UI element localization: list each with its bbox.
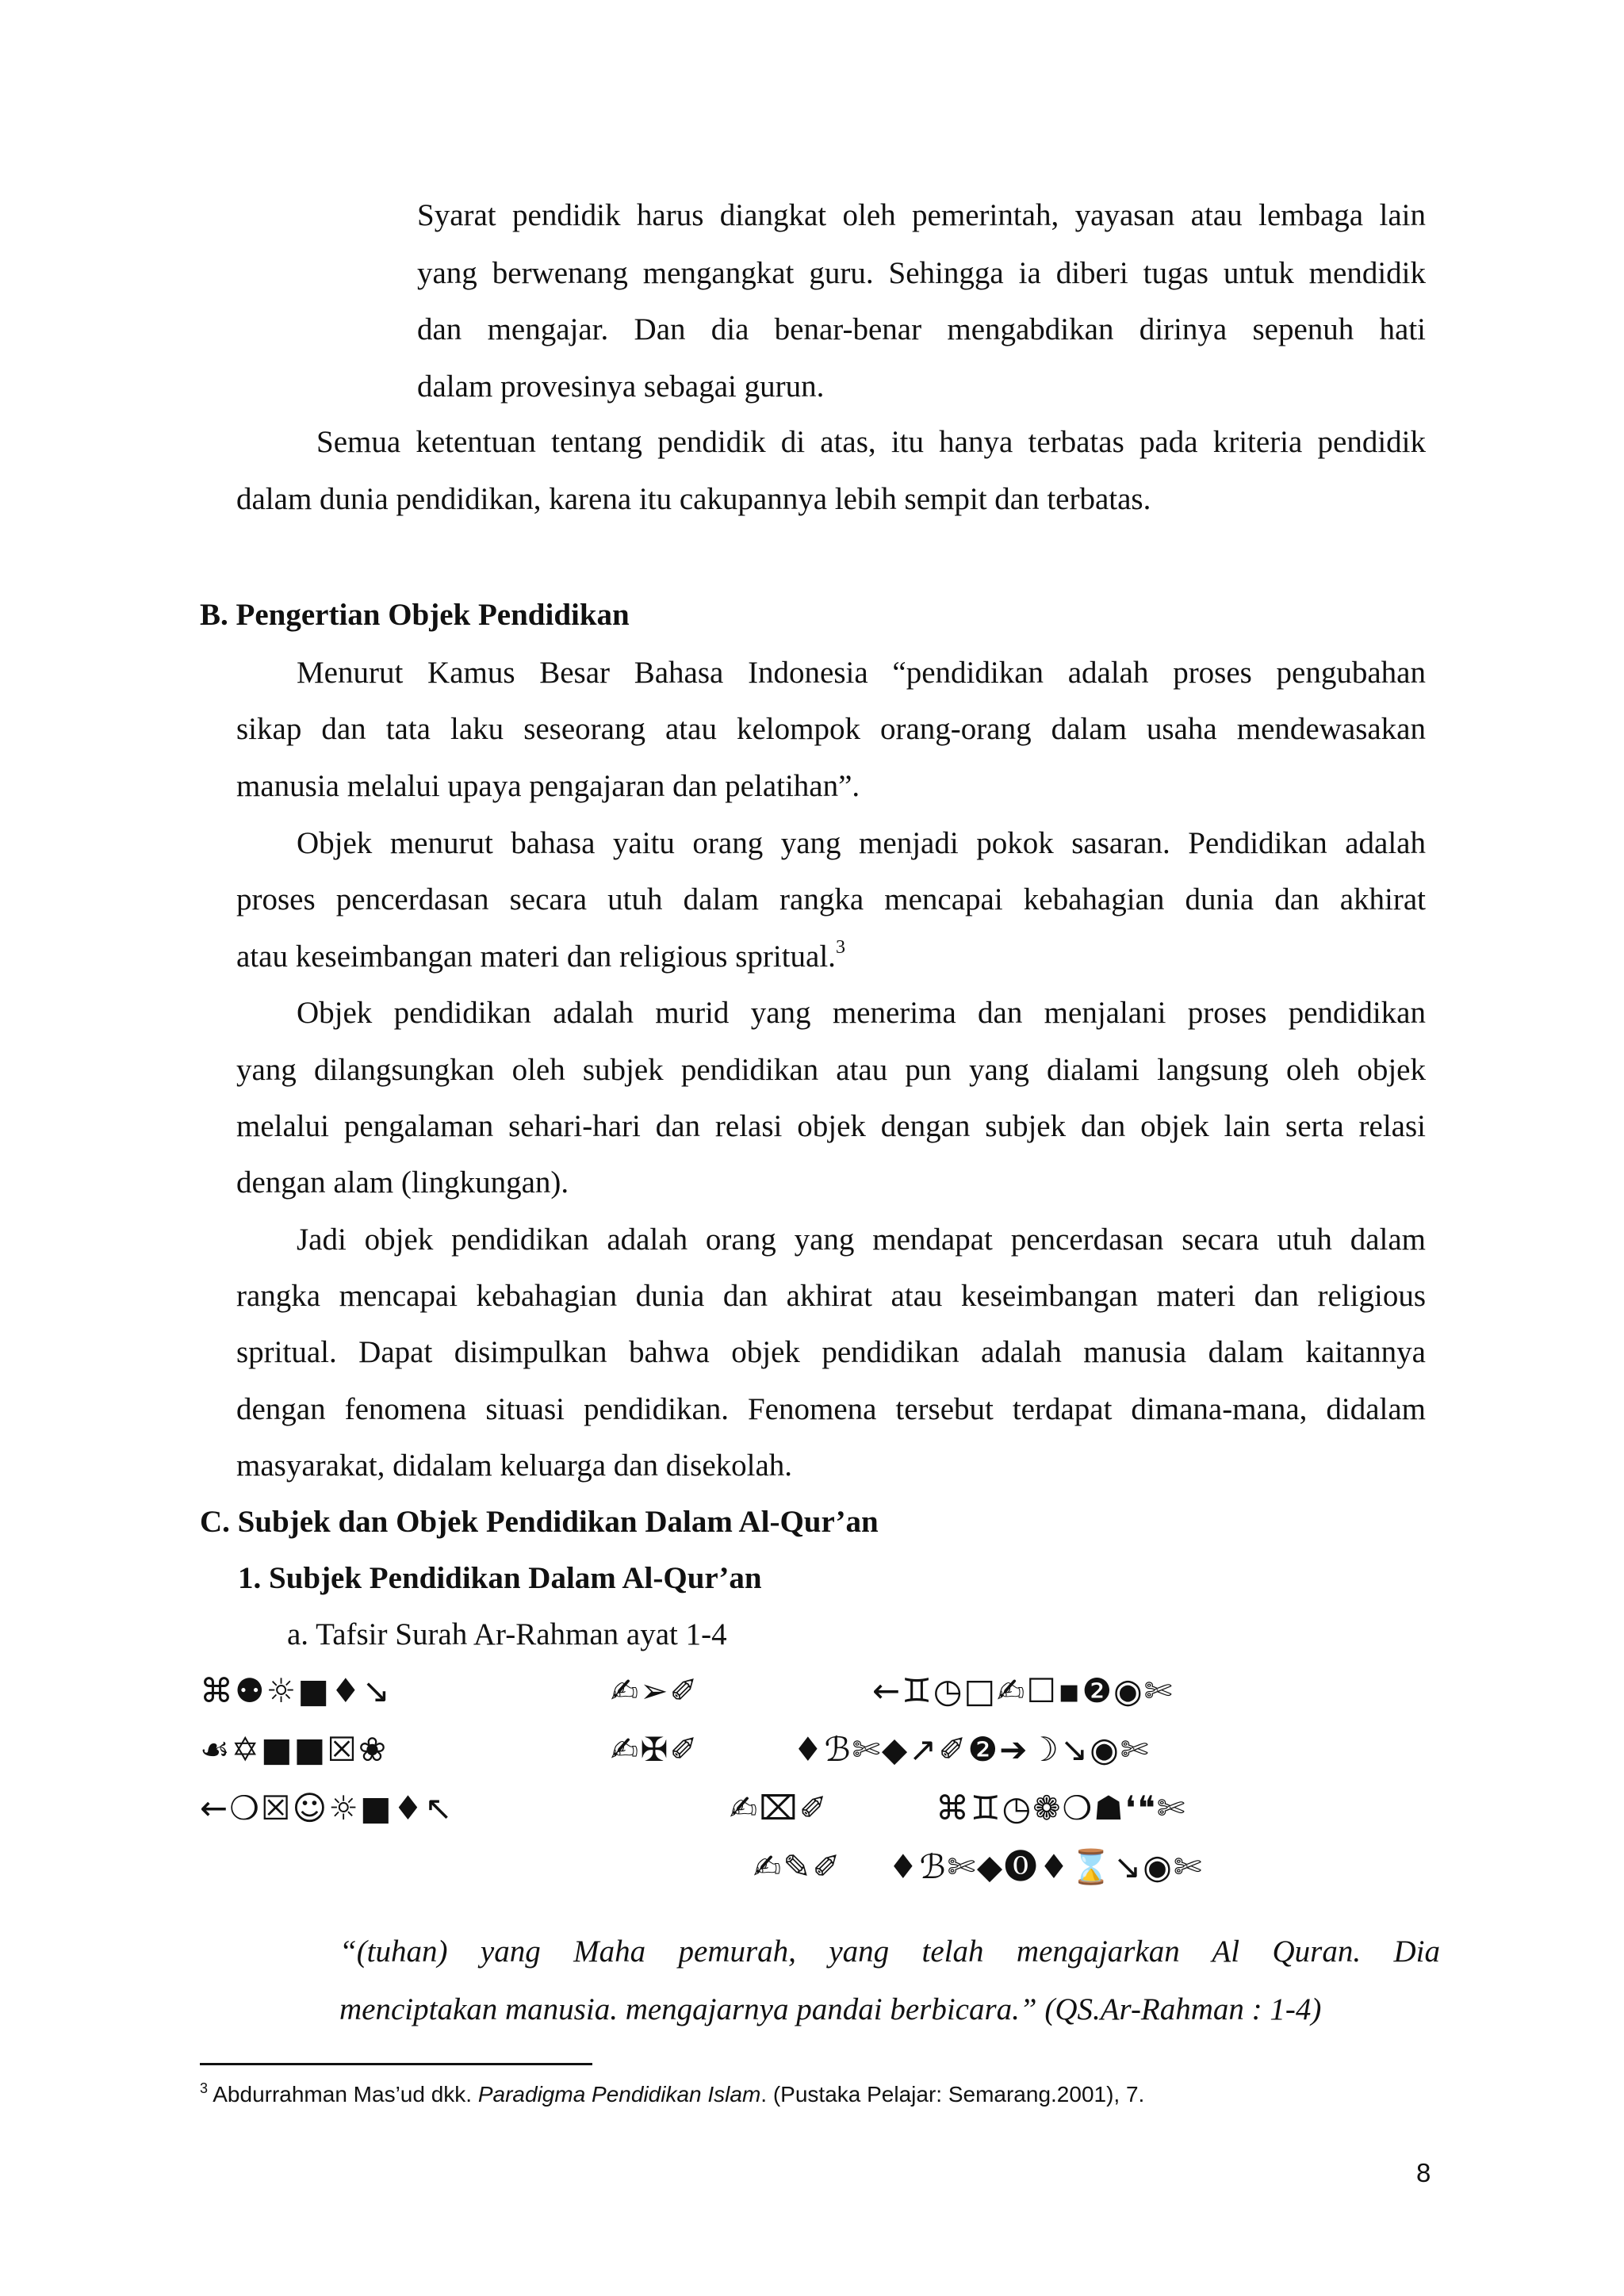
body-line: manusia melalui upaya pengajaran dan pelatihan”. xyxy=(236,769,860,803)
footnote xyxy=(200,2082,1144,2107)
footnote-text: Abdurrahman Mas’ud dkk. xyxy=(208,2082,478,2107)
body-line: spritual. Dapat disimpulkan bahwa objek pendidikan adalah manusia dalam kaitannya xyxy=(236,1335,1426,1369)
footnote-divider xyxy=(200,2063,592,2065)
footnote-reference[interactable]: 3 xyxy=(835,937,845,958)
body-line: dengan alam (lingkungan). xyxy=(236,1165,569,1200)
section-heading-c: C. Subjek dan Objek Pendidikan Dalam Al-Qur’an xyxy=(200,1505,879,1539)
arabic-glyph-row: ♦ℬ✄◆↗✐❷➔☽↘◉✄ xyxy=(793,1730,1151,1769)
body-line: dalam provesinya sebagai gurun. xyxy=(417,369,825,404)
body-line: melalui pengalaman sehari-hari dan relasi objek dengan subjek dan objek lain serta relasi xyxy=(236,1109,1426,1143)
footnote-text: . (Pustaka Pelajar: Semarang.2001), 7. xyxy=(760,2082,1145,2107)
body-line: Objek pendidikan adalah murid yang menerima dan menjalani proses pendidikan xyxy=(297,996,1426,1030)
body-line: Menurut Kamus Besar Bahasa Indonesia “pendidikan adalah proses pengubahan xyxy=(297,656,1426,690)
body-line: Semua ketentuan tentang pendidik di atas, itu hanya terbatas pada kriteria pendidik xyxy=(316,425,1426,459)
body-line: proses pencerdasan secara utuh dalam rangka mencapai kebahagian dunia dan akhirat xyxy=(236,882,1426,916)
arabic-glyph-row: ✍⌧✐ xyxy=(730,1789,829,1827)
body-line: atau keseimbangan materi dan religious spritual.$^3$ xyxy=(236,937,845,974)
arabic-glyph-row: ♦ℬ✄◆⓿♦⌛↘◉✄ xyxy=(888,1847,1204,1886)
section-heading-b: B. Pengertian Objek Pendidikan xyxy=(200,598,630,632)
body-line: yang berwenang mengangkat guru. Sehingga ia diberi tugas untuk mendidik xyxy=(417,256,1426,290)
arabic-glyph-row: ✍✠✐ xyxy=(611,1730,699,1769)
body-line: Syarat pendidik harus diangkat oleh pemerintah, yayasan atau lembaga lain xyxy=(417,198,1426,232)
body-line: Jadi objek pendidikan adalah orang yang mendapat pencerdasan secara utuh dalam xyxy=(297,1223,1426,1257)
arabic-glyph-row: ✍➢✐ xyxy=(611,1671,699,1710)
quote-line: “(tuhan) yang Maha pemurah, yang telah mengajarkan Al Quran. Dia xyxy=(339,1934,1440,1969)
page-number: 8 xyxy=(1416,2158,1431,2187)
body-line: dengan fenomena situasi pendidikan. Fenomena tersebut terdapat dimana-mana, didalam xyxy=(236,1392,1426,1426)
body-line: Objek menurut bahasa yaitu orang yang menjadi pokok sasaran. Pendidikan adalah xyxy=(297,826,1426,860)
body-line: dan mengajar. Dan dia benar-benar mengabdikan dirinya sepenuh hati xyxy=(417,312,1426,346)
body-line: sikap dan tata laku seseorang atau kelompok orang-orang dalam usaha mendewasakan xyxy=(236,712,1426,746)
arabic-glyph-row: ⌘⚉☼■♦↘ xyxy=(200,1671,392,1710)
subsection-heading-c1: 1. Subjek Pendidikan Dalam Al-Qur’an xyxy=(238,1561,762,1595)
body-line: dalam dunia pendidikan, karena itu cakupannya lebih sempit dan terbatas. xyxy=(236,482,1151,516)
arabic-glyph-row: ←❍☒☺☼■♦↖ xyxy=(200,1789,454,1827)
footnote-book-title: Paradigma Pendidikan Islam xyxy=(477,2082,761,2107)
body-line: rangka mencapai kebahagian dunia dan akhirat atau keseimbangan materi dan religious xyxy=(236,1279,1426,1313)
footnote-number: 3 xyxy=(200,2080,209,2096)
arabic-glyph-row: ☙✡■■☒❀ xyxy=(200,1730,389,1769)
body-line: masyarakat, didalam keluarga dan disekolah. xyxy=(236,1448,793,1483)
arabic-glyph-row: ⌘♊◷❁❍☗❛❝✄ xyxy=(936,1789,1187,1827)
arabic-glyph-row: ←♊◷□✍☐▪❷◉✄ xyxy=(872,1671,1174,1710)
quote-line: menciptakan manusia. mengajarnya pandai berbicara.” (QS.Ar-Rahman : 1-4) xyxy=(339,1992,1322,2026)
arabic-glyph-row: ✍✎✐ xyxy=(753,1847,842,1886)
list-item-a: a. Tafsir Surah Ar-Rahman ayat 1-4 xyxy=(287,1617,727,1651)
body-line: yang dilangsungkan oleh subjek pendidikan atau pun yang dialami langsung oleh objek xyxy=(236,1053,1426,1087)
